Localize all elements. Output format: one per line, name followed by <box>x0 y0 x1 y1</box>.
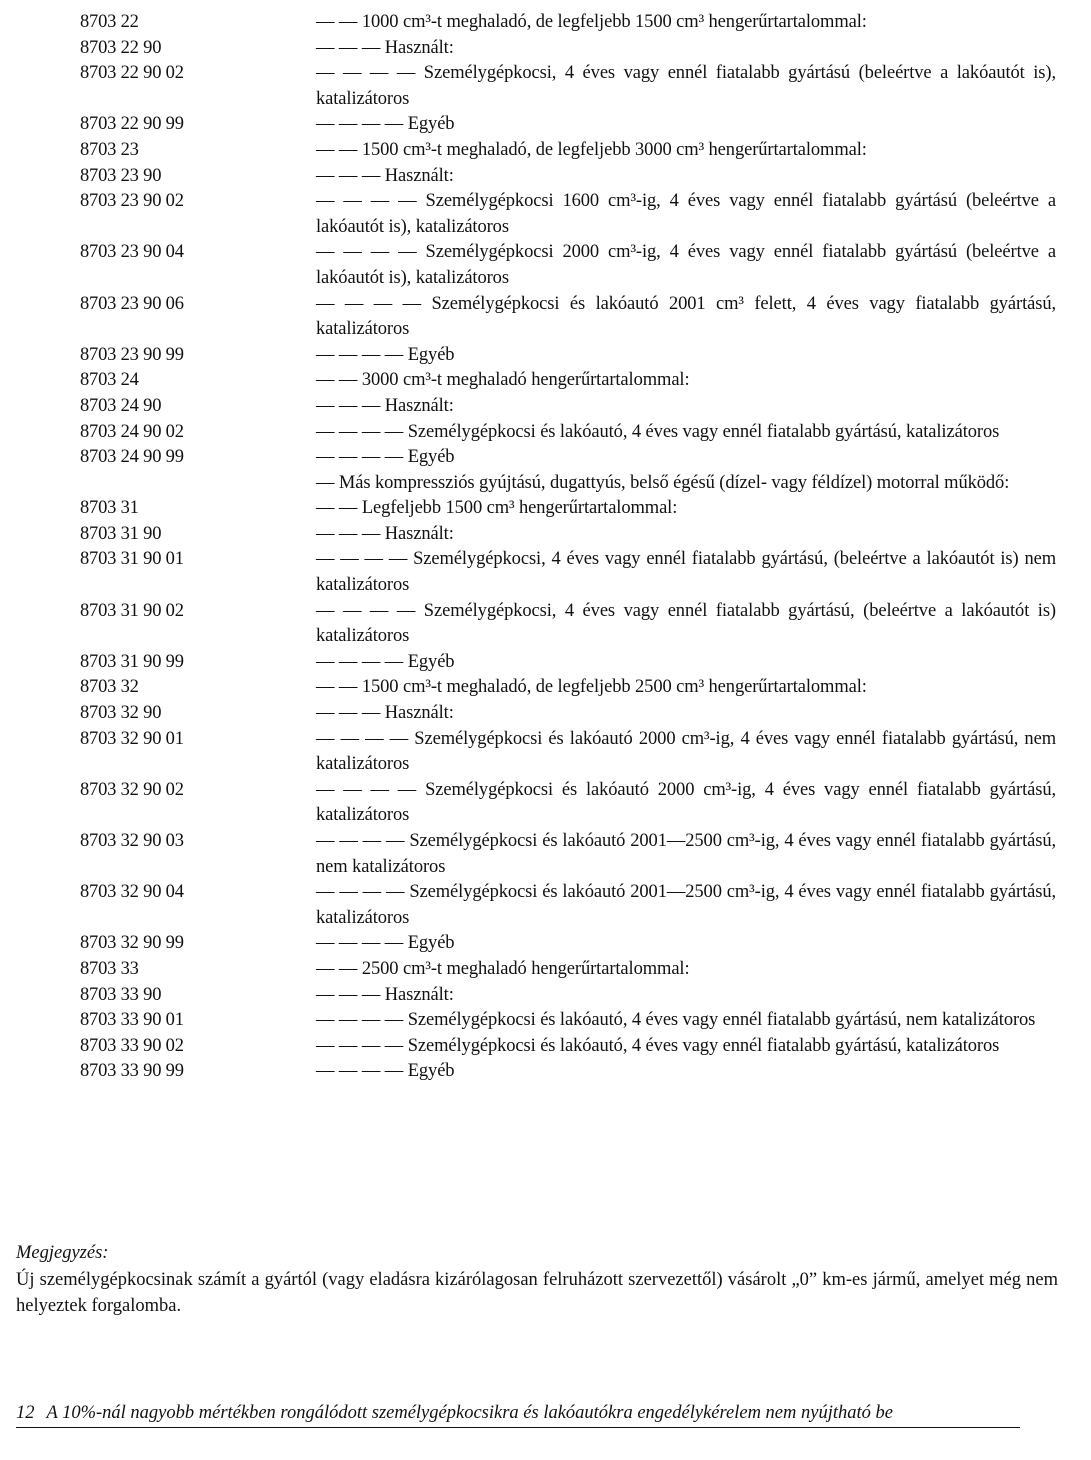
page-footer <box>16 1402 1020 1428</box>
tariff-description: — — — — Személygépkocsi, 4 éves vagy ennél fiatalabb gyártású (beleértve a lakóautót is), katalizátoros <box>316 63 1056 109</box>
table-row <box>0 240 1091 291</box>
table-row <box>0 292 1091 343</box>
tariff-code: 8703 24 90 02 <box>80 421 184 442</box>
tariff-code: 8703 31 <box>80 498 139 519</box>
table-row <box>0 650 1091 676</box>
tariff-code-table <box>0 10 1091 1085</box>
tariff-description: — — — Használt: <box>316 703 454 724</box>
tariff-description: — — — Használt: <box>316 984 454 1005</box>
tariff-code: 8703 32 90 <box>80 703 162 724</box>
table-row <box>0 880 1091 931</box>
table-row <box>0 599 1091 650</box>
tariff-code: 8703 33 90 02 <box>80 1035 184 1056</box>
tariff-code: 8703 31 90 02 <box>80 600 184 621</box>
tariff-description: — — — — Személygépkocsi és lakóautó, 4 éves vagy ennél fiatalabb gyártású, katalizátoros <box>316 1035 1000 1056</box>
table-row <box>0 445 1091 471</box>
table-row <box>0 675 1091 701</box>
tariff-code: 8703 33 90 <box>80 984 162 1005</box>
table-row <box>0 522 1091 548</box>
tariff-description: — — — — Személygépkocsi és lakóautó 2001—2500 cm³-ig, 4 éves vagy ennél fiatalabb gyártású, nem katalizátoros <box>316 831 1056 877</box>
tariff-description: — — 1500 cm³-t meghaladó, de legfeljebb 2500 cm³ hengerűrtartalommal: <box>316 677 867 698</box>
tariff-code: 8703 23 90 <box>80 165 162 186</box>
tariff-description: — Más kompressziós gyújtású, dugattyús, belső égésű (dízel- vagy féldízel) motorral működő: <box>316 472 1010 493</box>
table-row <box>0 829 1091 880</box>
table-row <box>0 701 1091 727</box>
table-row <box>0 164 1091 190</box>
tariff-description: — — — Használt: <box>316 395 454 416</box>
tariff-code: 8703 31 90 01 <box>80 549 184 570</box>
tariff-code: 8703 33 90 01 <box>80 1010 184 1031</box>
tariff-code: 8703 32 90 99 <box>80 933 184 954</box>
tariff-description: — — — — Személygépkocsi és lakóautó 2000 cm³-ig, 4 éves vagy ennél fiatalabb gyártású, katalizátoros <box>316 779 1056 826</box>
tariff-description: — — — — Egyéb <box>316 933 455 954</box>
table-row <box>0 1059 1091 1085</box>
tariff-code: 8703 22 90 02 <box>80 63 184 84</box>
tariff-code: 8703 32 90 02 <box>80 779 184 800</box>
tariff-code: 8703 33 90 99 <box>80 1061 184 1082</box>
table-row <box>0 343 1091 369</box>
tariff-code: 8703 31 90 99 <box>80 651 184 672</box>
table-row <box>0 368 1091 394</box>
tariff-code: 8703 24 90 99 <box>80 447 184 468</box>
tariff-description: — — — — Személygépkocsi és lakóautó 2000 cm³-ig, 4 éves vagy ennél fiatalabb gyártású, nem katalizátoros <box>316 728 1056 775</box>
tariff-description: — — — — Személygépkocsi és lakóautó 2001 cm³ felett, 4 éves vagy fiatalabb gyártású, katalizátoros <box>316 293 1056 340</box>
table-row <box>0 727 1091 778</box>
table-row <box>0 10 1091 36</box>
tariff-description: — — — — Személygépkocsi és lakóautó, 4 éves vagy ennél fiatalabb gyártású, nem katalizátoros <box>316 1010 1036 1031</box>
tariff-code: 8703 23 90 99 <box>80 344 184 365</box>
tariff-description: — — 3000 cm³-t meghaladó hengerűrtartalommal: <box>316 370 690 391</box>
tariff-description: — — — — Egyéb <box>316 114 455 135</box>
tariff-code: 8703 23 90 06 <box>80 293 184 314</box>
tariff-description: — — — — Személygépkocsi, 4 éves vagy ennél fiatalabb gyártású, (beleértve a lakóautót is) katalizátoros <box>316 600 1056 647</box>
tariff-description: — — 1000 cm³-t meghaladó, de legfeljebb 1500 cm³ hengerűrtartalommal: <box>316 12 867 32</box>
footer-text: A 10%-nál nagyobb mértékben rongálódott személygépkocsikra és lakóautókra engedélykérelem nem nyújtható be <box>46 1403 893 1423</box>
tariff-description: — — — Használt: <box>316 165 454 186</box>
page-number: 12 <box>16 1403 35 1423</box>
tariff-description: — — — — Személygépkocsi, 4 éves vagy ennél fiatalabb gyártású, (beleértve a lakóautót is) nem katalizátoros <box>316 549 1056 596</box>
tariff-code: 8703 22 90 <box>80 37 162 58</box>
table-row <box>0 394 1091 420</box>
tariff-code: 8703 23 90 04 <box>80 242 184 263</box>
tariff-code: 8703 22 <box>80 12 139 32</box>
table-row <box>0 778 1091 829</box>
tariff-code: 8703 32 90 04 <box>80 882 184 903</box>
tariff-code: 8703 24 90 <box>80 395 162 416</box>
note-title: Megjegyzés: <box>16 1243 109 1263</box>
table-row <box>0 983 1091 1009</box>
tariff-description: — — — Használt: <box>316 523 454 544</box>
table-row <box>0 471 1091 497</box>
tariff-code: 8703 33 <box>80 958 139 979</box>
table-row <box>0 496 1091 522</box>
table-row <box>0 138 1091 164</box>
tariff-code: 8703 32 <box>80 677 139 698</box>
tariff-description: — — — — Személygépkocsi 1600 cm³-ig, 4 éves vagy ennél fiatalabb gyártású (beleértve a lakóautót is), katalizátoros <box>316 191 1056 237</box>
table-row <box>0 931 1091 957</box>
tariff-code: 8703 32 90 01 <box>80 728 184 749</box>
tariff-description: — — Legfeljebb 1500 cm³ hengerűrtartalommal: <box>316 498 678 519</box>
tariff-code: 8703 23 <box>80 139 139 160</box>
tariff-description: — — — — Egyéb <box>316 1061 455 1082</box>
note-text: Új személygépkocsinak számít a gyártól (vagy eladásra kizárólagosan felruházott szervezettől) vásárolt „0” km-es jármű, amelyet még nem helyeztek forgalomba. <box>16 1270 1058 1316</box>
table-row <box>0 61 1091 112</box>
tariff-code: 8703 24 <box>80 370 139 391</box>
table-row <box>0 189 1091 240</box>
tariff-description: — — — — Egyéb <box>316 651 455 672</box>
table-row <box>0 1008 1091 1034</box>
table-row <box>0 1034 1091 1060</box>
tariff-description: — — 2500 cm³-t meghaladó hengerűrtartalommal: <box>316 958 690 979</box>
tariff-code: 8703 22 90 99 <box>80 114 184 135</box>
tariff-description: — — — — Személygépkocsi és lakóautó, 4 éves vagy ennél fiatalabb gyártású, katalizátoros <box>316 421 1000 442</box>
tariff-code: 8703 32 90 03 <box>80 831 184 851</box>
tariff-code: 8703 23 90 02 <box>80 191 184 212</box>
tariff-description: — — — — Személygépkocsi 2000 cm³-ig, 4 éves vagy ennél fiatalabb gyártású (beleértve a lakóautót is), katalizátoros <box>316 242 1056 288</box>
tariff-description: — — — — Egyéb <box>316 344 455 365</box>
tariff-description: — — — — Személygépkocsi és lakóautó 2001—2500 cm³-ig, 4 éves vagy ennél fiatalabb gyártású, katalizátoros <box>316 882 1056 928</box>
table-row <box>0 36 1091 62</box>
table-row <box>0 547 1091 598</box>
table-row <box>0 420 1091 446</box>
tariff-description: — — — Használt: <box>316 37 454 58</box>
tariff-code: 8703 31 90 <box>80 523 162 544</box>
table-row <box>0 957 1091 983</box>
table-row <box>0 112 1091 138</box>
tariff-description: — — — — Egyéb <box>316 447 455 468</box>
tariff-description: — — 1500 cm³-t meghaladó, de legfeljebb 3000 cm³ hengerűrtartalommal: <box>316 139 867 160</box>
